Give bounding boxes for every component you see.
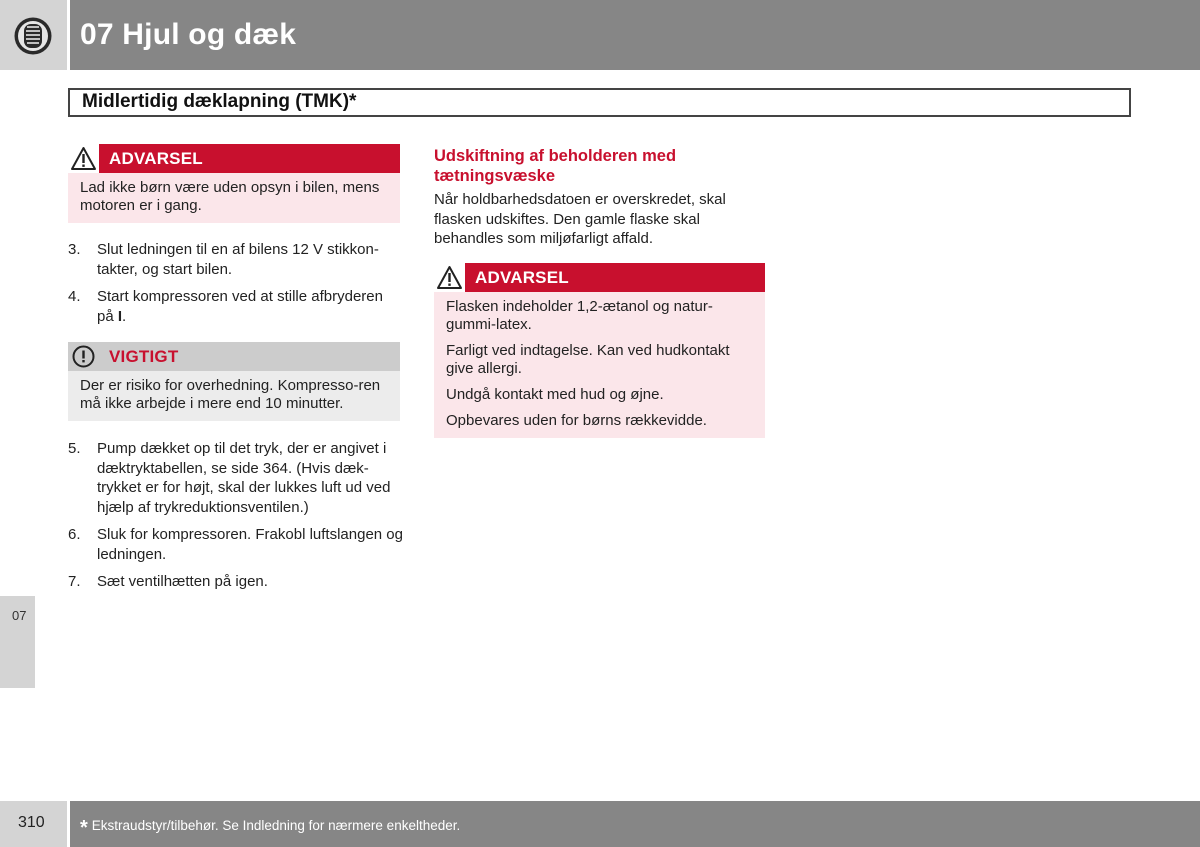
list-item <box>68 287 403 326</box>
warning-line: Undgå kontakt med hud og øjne. <box>446 386 664 403</box>
warning-label: ADVARSEL <box>109 149 203 168</box>
important-text: Der er risiko for overhedning. Kompresso-ren må ikke arbejde i mere end 10 minutter. <box>80 377 381 412</box>
chapter-tab-label: 07 <box>12 608 27 623</box>
important-callout <box>68 342 400 421</box>
steps-list-b <box>68 439 403 600</box>
step-text: Sluk for kompressoren. Frakobl luftslangen og ledningen. <box>97 526 403 563</box>
list-item <box>68 240 403 279</box>
footnote <box>80 817 460 840</box>
section-title-box <box>68 88 1131 117</box>
warning-callout-children <box>68 144 400 223</box>
warning-label: ADVARSEL <box>475 268 569 287</box>
list-item <box>68 525 403 564</box>
important-body <box>68 371 400 421</box>
warning-line: Farligt ved indtagelse. Kan ved hudkontakt give allergi. <box>446 342 730 377</box>
step-number: 3. <box>68 241 81 258</box>
warning-triangle-icon <box>68 144 99 173</box>
warning-text: Lad ikke børn være uden opsyn i bilen, mens motoren er i gang. <box>80 179 380 214</box>
important-header <box>68 342 400 371</box>
step-text: Start kompressoren ved at stille afbryderen på <box>97 288 383 325</box>
switch-position: I <box>117 307 123 325</box>
subheading: Udskiftning af beholderen med tætningsvæske <box>434 147 677 185</box>
step-text: Sæt ventilhætten på igen. <box>97 573 268 590</box>
body-paragraph: Når holdbarhedsdatoen er overskredet, skal flasken udskiftes. Den gamle flaske skal behandles som miljøfarligt affald. <box>434 191 726 247</box>
warning-line: Flasken indeholder 1,2-ætanol og natur-gummi-latex. <box>446 298 713 333</box>
step-number: 5. <box>68 440 81 457</box>
step-number: 7. <box>68 573 81 590</box>
footnote-text: Ekstraudstyr/tilbehør. Se Indledning for nærmere enkeltheder. <box>91 818 461 833</box>
warning-triangle-icon <box>434 263 465 292</box>
exclamation-circle-icon <box>68 342 99 371</box>
warning-body <box>434 292 765 438</box>
step-number: 4. <box>68 288 81 305</box>
section-title: Midlertidig dæklapning (TMK)* <box>82 91 357 112</box>
warning-header <box>434 263 765 292</box>
chapter-title: 07 Hjul og dæk <box>80 18 297 51</box>
tire-icon <box>13 16 53 56</box>
list-item <box>68 439 403 517</box>
list-item <box>68 572 403 592</box>
chapter-icon-box <box>0 0 67 70</box>
footnote-star: * <box>80 817 88 839</box>
warning-header <box>68 144 400 173</box>
step-text-end: . <box>122 307 127 325</box>
step-text: Slut ledningen til en af bilens 12 V stikkon-takter, og start bilen. <box>97 241 379 278</box>
step-text: Pump dækket op til det tryk, der er angivet i dæktryktabellen, se side 364. (Hvis dæk-trykket er for højt, skal der lukkes luft ud ved hjælp af trykreduktionsventilen.) <box>97 440 391 516</box>
warning-line: Opbevares uden for børns rækkevidde. <box>446 412 707 429</box>
warning-body <box>68 173 400 223</box>
steps-list-a <box>68 240 403 334</box>
step-number: 6. <box>68 526 81 543</box>
page-number: 310 <box>18 814 45 831</box>
warning-callout-bottle <box>434 263 765 438</box>
important-label: VIGTIGT <box>109 347 179 366</box>
